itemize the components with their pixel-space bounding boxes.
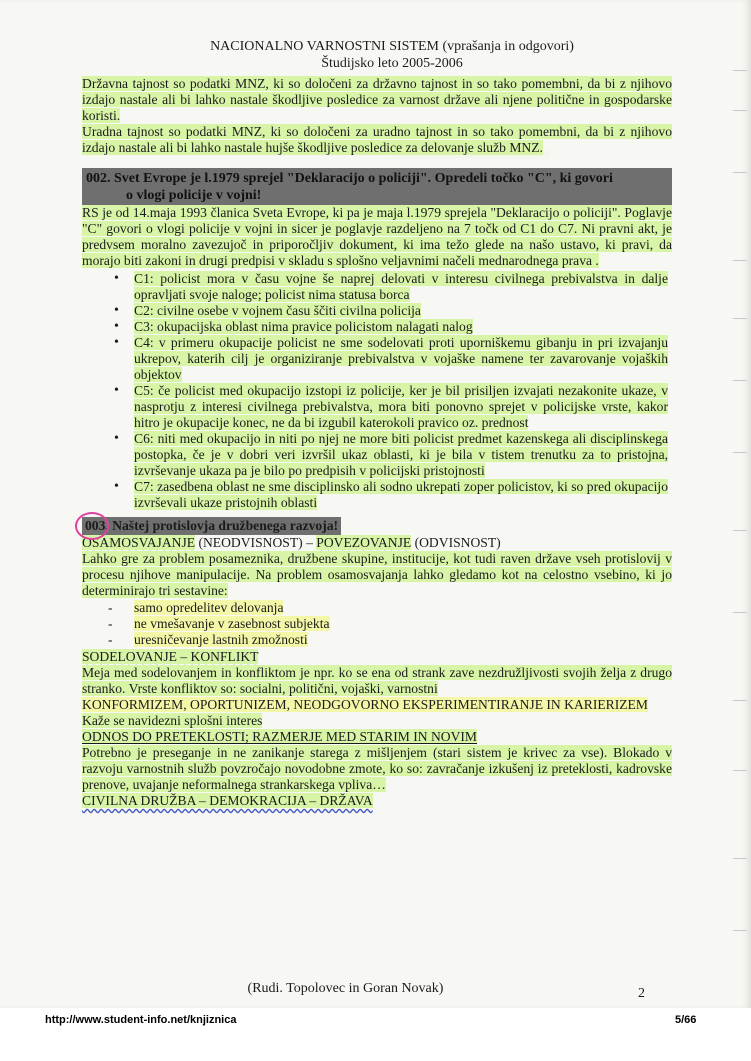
- question-2-list: [82, 271, 672, 511]
- source-url: http://www.student-info.net/knjiznica: [45, 1014, 237, 1026]
- page-number: 2: [638, 986, 645, 1001]
- question-3-title: 003. Naštej protislovja družbenega razvoja!: [82, 517, 341, 535]
- list-item: • C6: niti med okupacijo in niti po njej ne more biti policist predmet kazenskega ali disciplinskega postopka, če je v dobri veri izvršil ukaz oblasti, ki je bila v tistem trenutku za to pristojna, izvrševanje ukaza pa je bilo po predpisih v policijski pristojnosti: [134, 431, 668, 479]
- pen-circle-mark: [75, 512, 109, 540]
- konformizem-line: KONFORMIZEM, OPORTUNIZEM, NEODGOVORNO EKSPERIMENTIRANJE IN KARIERIZEM: [82, 697, 648, 712]
- header-title: NACIONALNO VARNOSTNI SISTEM (vprašanja in odgovori): [210, 39, 574, 54]
- question-2-title: 002. Svet Evrope je l.1979 sprejel "Deklaracijo o policiji". Opredeli točko "C", ki govori o vlogi policije v vojni!: [82, 168, 672, 205]
- osamosvajanje-paragraph: Lahko gre za problem posameznika, družbene skupine, institucije, kot tudi raven države vseh protislovij v procesu njihove manipulacije. Na problem osamosvajanja lahko gledamo kot na celostno vsebino, ki jo determinirajo tri sestavine:: [82, 551, 672, 598]
- list-item: • C3: okupacijska oblast nima pravice policistom nalagati nalog: [134, 319, 668, 335]
- intro-paragraph-1: Državna tajnost so podatki MNZ, ki so določeni za državno tajnost in so tako pomembni, da bi z njihovo izdajo nastale ali bi lahko nastale škodljive posledice za varnost države ali njene politične in gospodarske koristi.: [82, 76, 672, 123]
- page-edge-marks: [729, 0, 751, 1008]
- osamosvajanje-heading: OSAMOSVAJANJE (NEODVISNOST) – POVEZOVANJE (ODVISNOST): [82, 535, 501, 550]
- list-item: - samo opredelitev delovanja: [134, 600, 672, 616]
- question-3-title-row: [82, 517, 672, 535]
- header-year: Študijsko leto 2005-2006: [321, 56, 463, 71]
- civilna-druzba-heading: CIVILNA DRUŽBA – DEMOKRACIJA – DRŽAVA: [82, 793, 373, 808]
- question-2-intro: RS je od 14.maja 1993 članica Sveta Evrope, ki pa je maja l.1979 sprejela "Deklaracijo o policiji". Poglavje "C" govori o vlogi policije v vojni in sicer je poglavje razdeljeno na 7 točk od C1 do C7. Ni pravni akt, je predvsem moralno zavezujoč in priporočljiv dokument, ki ima težo glede na našo ustavo, ki pravi, da morajo biti zakoni in drugi predpisi v skladu s splošno veljavnimi načeli mednarodnega prava .: [82, 205, 672, 268]
- list-item: • C7: zasedbena oblast ne sme disciplinsko ali sodno ukrepati zoper policistov, ki so pred okupacijo izvrševali ukaze pristojnih oblasti: [134, 479, 668, 511]
- list-item: • C5: če policist med okupacijo izstopi iz policije, ker je bil prisiljen izvajati nezakonite ukaze, v nasprotju z interesi civilnega prebivalstva, mora biti ponovno sprejet v policijske vrste, kakor hitro je okupacije konec, ne da bi izgubil katerokoli pravico oz. prednost: [134, 383, 668, 431]
- sodelovanje-heading: SODELOVANJE – KONFLIKT: [82, 649, 259, 664]
- source-page-counter: 5/66: [675, 1014, 697, 1026]
- interes-line: Kaže se navidezni splošni interes: [82, 713, 263, 728]
- odnos-heading: ODNOS DO PRETEKLOSTI; RAZMERJE MED STARIM IN NOVIM: [82, 729, 478, 744]
- odnos-paragraph: Potrebno je preseganje in ne zanikanje starega z mišljenjem (stari sistem je krivec za vse). Blokado v razvoju varnostnih služb povzročajo novodobne zmote, ko so: zavračanje izkušenj iz preteklosti, kadrovske prenove, uvajanje neformalnega strankarskega vpliva…: [82, 745, 672, 792]
- components-list: [82, 600, 672, 648]
- authors-footer: (Rudi. Topolovec in Goran Novak): [247, 981, 444, 996]
- intro-paragraph-2: Uradna tajnost so podatki MNZ, ki so določeni za uradno tajnost in so tako pomembni, da bi z njihovo izdajo nastale ali bi lahko nastale hujše škodljive posledice za delovanje služb MNZ.: [82, 124, 672, 155]
- list-item: • C1: policist mora v času vojne še naprej delovati v interesu civilnega prebivalstva in dalje opravljati svoje naloge; policist nima statusa borca: [134, 271, 668, 303]
- list-item: - uresničevanje lastnih zmožnosti: [134, 632, 672, 648]
- list-item: • C4: v primeru okupacije policist ne sme sodelovati proti uporniškemu gibanju in pri izvajanju ukrepov, katerih cilj je organiziranje prebivalstva v vojaške namene ter zavarovanje vojaških objektov: [134, 335, 668, 383]
- list-item: • C2: civilne osebe v vojnem času ščiti civilna policija: [134, 303, 668, 319]
- document-header: [112, 38, 672, 72]
- sodelovanje-paragraph: Meja med sodelovanjem in konfliktom je npr. ko se ena od strank zave nezdružljivosti svojih želja z drugo stranko. Vrste konfliktov so: socialni, politični, vojaški, varnostni: [82, 665, 672, 696]
- list-item: - ne vmešavanje v zasebnost subjekta: [134, 616, 672, 632]
- document-body: [82, 38, 672, 809]
